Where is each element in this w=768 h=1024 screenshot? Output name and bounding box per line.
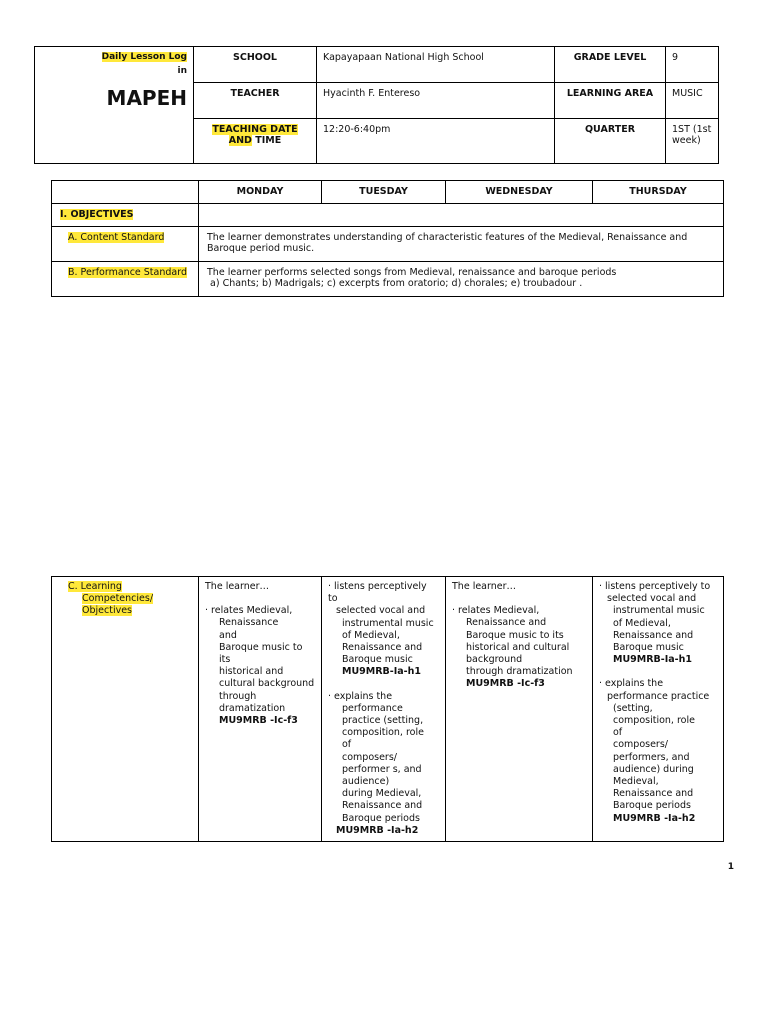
thursday-line-12: composers/ [613, 739, 668, 751]
page-number: 1 [727, 862, 734, 872]
monday-code: MU9MRB -Ic-f3 [219, 715, 298, 727]
performance-standard-line-2: a) Chants; b) Madrigals; c) excerpts from oratorio; d) chorales; e) troubadour . [207, 278, 583, 289]
performance-standard-text [199, 262, 724, 297]
wednesday-line-1: The learner… [452, 581, 517, 592]
thursday-line-14: audience) during [613, 763, 694, 775]
wednesday-line-2: · relates Medieval, [452, 605, 540, 617]
day-thursday: THURSDAY [593, 181, 724, 204]
thursday-line-16: Renaissance and [613, 788, 694, 800]
monday-line-9: dramatization [219, 702, 286, 714]
objectives-heading: I. OBJECTIVES [60, 209, 134, 220]
tuesday-line-11: of [342, 739, 352, 751]
thursday-line-2: selected vocal and [607, 593, 697, 605]
grade-level-value: 9 [666, 47, 719, 83]
monday-line-3: Renaissance [219, 617, 279, 629]
subject-title: MAPEH [106, 86, 187, 110]
teacher-value: Hyacinth F. Entereso [317, 83, 555, 119]
monday-line-1: The learner… [205, 581, 270, 592]
thursday-line-8: performance practice [607, 690, 710, 702]
content-standard-label: A. Content Standard [68, 232, 165, 243]
monday-line-5: Baroque music to its [219, 641, 303, 666]
thursday-line-7: · explains the [599, 678, 664, 690]
tuesday-line-5: Renaissance and [342, 642, 423, 654]
thursday-line-17: Baroque periods [613, 800, 691, 812]
thursday-line-6: Baroque music [613, 642, 684, 654]
monday-line-7: cultural background [219, 678, 315, 690]
dll-title-cell [35, 47, 194, 164]
school-value: Kapayapaan National High School [317, 47, 555, 83]
objectives-table [51, 180, 724, 297]
thursday-line-4: of Medieval, [613, 617, 671, 629]
thursday-line-11: of [613, 727, 623, 739]
competencies-label-cell [52, 577, 199, 842]
monday-line-6: historical and [219, 666, 284, 678]
teaching-date-label [194, 119, 317, 164]
dll-in: in [177, 66, 187, 76]
objectives-empty-cell [199, 204, 724, 227]
wednesday-line-6: background [466, 654, 523, 666]
tuesday-competency-cell [322, 577, 446, 842]
tuesday-line-10: composition, role [342, 727, 424, 739]
tuesday-line-3: instrumental music [342, 617, 434, 629]
content-standard-label-cell [52, 227, 199, 262]
teaching-date-label-and: AND [228, 135, 252, 146]
thursday-line-1: · listens perceptively to [599, 581, 711, 592]
thursday-line-13: performers, and [613, 751, 690, 763]
tuesday-line-17: Baroque periods [342, 812, 420, 824]
tuesday-line-1: · listens perceptively to [328, 581, 427, 605]
content-standard-line-2: Baroque period music. [207, 243, 315, 254]
tuesday-code-1: MU9MRB-Ia-h1 [342, 666, 421, 678]
tuesday-line-6: Baroque music [342, 654, 413, 666]
tuesday-line-7: · explains the [328, 690, 393, 702]
competencies-label-1: C. Learning [68, 581, 122, 592]
competencies-label-2: Competencies/ [82, 593, 154, 605]
wednesday-line-7: through dramatization [466, 666, 573, 678]
monday-line-4: and [219, 629, 237, 641]
monday-line-8: through [219, 690, 257, 702]
learning-area-value: MUSIC [666, 83, 719, 119]
tuesday-line-16: Renaissance and [342, 800, 423, 812]
performance-standard-line-1: The learner performs selected songs from Medieval, renaissance and baroque periods [207, 267, 617, 278]
monday-line-2: · relates Medieval, [205, 605, 293, 617]
corner-cell [52, 181, 199, 204]
thursday-line-5: Renaissance and [613, 629, 694, 641]
tuesday-line-14: audience) [342, 776, 390, 788]
thursday-code-2: MU9MRB -Ia-h2 [613, 812, 696, 824]
wednesday-line-5: historical and cultural [466, 641, 570, 653]
performance-standard-label-cell [52, 262, 199, 297]
teacher-label: TEACHER [194, 83, 317, 119]
monday-competency-cell [199, 577, 322, 842]
objectives-heading-cell [52, 204, 199, 227]
tuesday-line-4: of Medieval, [342, 629, 400, 641]
wednesday-line-3: Renaissance and [466, 617, 547, 629]
tuesday-code-2: MU9MRB -Ia-h2 [336, 824, 419, 836]
content-standard-line-1: The learner demonstrates understanding of characteristic features of the Medieval, Renaissance and [207, 232, 688, 243]
tuesday-line-15: during Medieval, [342, 788, 422, 800]
teaching-date-value: 12:20-6:40pm [317, 119, 555, 164]
wednesday-line-4: Baroque music to its [466, 629, 564, 641]
dll-title: Daily Lesson Log [101, 52, 187, 62]
thursday-line-10: composition, role [613, 715, 695, 727]
teaching-date-label-line1: TEACHING DATE [212, 124, 298, 135]
thursday-line-3: instrumental music [613, 605, 705, 617]
grade-level-label: GRADE LEVEL [555, 47, 666, 83]
tuesday-line-8: performance [342, 702, 403, 714]
quarter-label: QUARTER [555, 119, 666, 164]
wednesday-competency-cell [446, 577, 593, 842]
day-tuesday: TUESDAY [322, 181, 446, 204]
day-wednesday: WEDNESDAY [446, 181, 593, 204]
school-label: SCHOOL [194, 47, 317, 83]
thursday-line-9: (setting, [613, 702, 653, 714]
performance-standard-label: B. Performance Standard [68, 267, 187, 278]
tuesday-line-13: performer s, and [342, 763, 422, 775]
learning-area-label: LEARNING AREA [555, 83, 666, 119]
competencies-table [51, 576, 724, 842]
competencies-label-3: Objectives [82, 605, 132, 617]
header-table [34, 46, 719, 164]
thursday-competency-cell [593, 577, 724, 842]
tuesday-line-9: practice (setting, [342, 715, 424, 727]
day-monday: MONDAY [199, 181, 322, 204]
thursday-line-15: Medieval, [613, 776, 659, 788]
tuesday-line-2: selected vocal and [336, 605, 426, 617]
thursday-code-1: MU9MRB-Ia-h1 [613, 654, 692, 666]
teaching-date-label-time: TIME [255, 135, 282, 146]
tuesday-line-12: composers/ [342, 751, 397, 763]
wednesday-code: MU9MRB -Ic-f3 [466, 678, 545, 690]
quarter-value: 1ST (1st week) [666, 119, 719, 164]
content-standard-text [199, 227, 724, 262]
